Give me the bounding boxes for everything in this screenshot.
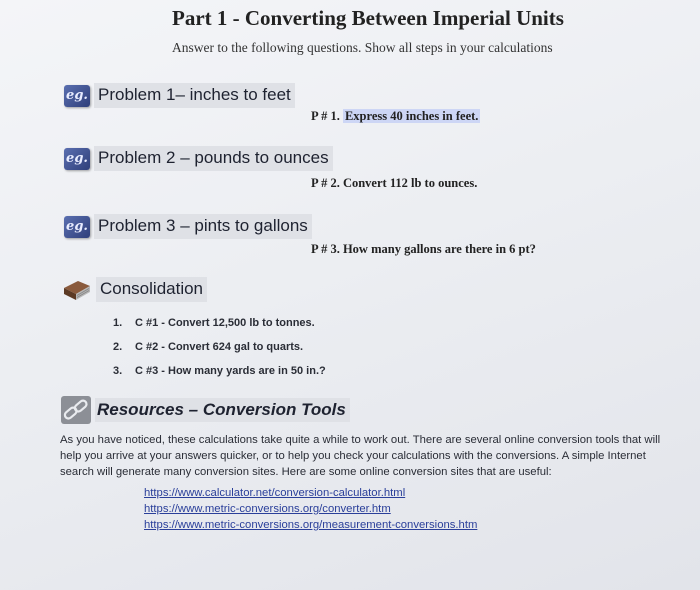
example-icon: eg. [64,216,90,238]
problem-3-label: P # 3. [311,242,340,256]
page-subtitle: Answer to the following questions. Show all steps in your calculations [172,40,553,55]
resources-title: Resources – Conversion Tools [95,398,350,422]
link-chain-icon [60,395,92,425]
problem-3-title: Problem 3 – pints to gallons [94,214,312,239]
list-item: 3. C #3 - How many yards are in 50 in.? [113,365,326,377]
example-icon: eg. [64,85,90,107]
resources-paragraph: As you have noticed, these calculations take quite a while to work out. There are several online conversion tools that will help you arrive at your answers quicker, or to help you check your calculations with the conversions. A simple Internet search will generate many conversion sites. Here are some online conversion sites that are useful: [60,434,661,478]
resource-links [144,485,477,533]
consolidation-heading [62,276,207,302]
consolidation-title: Consolidation [96,277,207,302]
problem-2-heading [64,146,333,171]
problem-1-label: P # 1. [311,109,340,123]
page-title: Part 1 - Converting Between Imperial Units [172,6,564,30]
consolidation-list [113,317,326,389]
problem-2-question [311,176,477,191]
problem-1-text: Express 40 inches in feet. [344,109,479,123]
list-item: 2. C #2 - Convert 624 gal to quarts. [113,341,304,353]
problem-1-title: Problem 1– inches to feet [94,83,295,108]
problem-3-heading [64,214,312,239]
list-item: 1. C #1 - Convert 12,500 lb to tonnes. [113,317,315,329]
problem-2-title: Problem 2 – pounds to ounces [94,146,333,171]
problem-3-text: How many gallons are there in 6 pt? [342,242,536,256]
problem-1-heading [64,83,295,108]
link-metric-converter[interactable]: https://www.metric-conversions.org/converter.htm [144,503,391,515]
book-icon [62,276,92,302]
problem-1-question [311,109,480,124]
link-metric-measurement[interactable]: https://www.metric-conversions.org/measurement-conversions.htm [144,519,478,531]
problem-2-label: P # 2. [311,176,340,190]
problem-3-question [311,242,536,257]
resources-heading [60,395,350,425]
problem-2-text: Convert 112 lb to ounces. [342,176,478,190]
link-calculator-net[interactable]: https://www.calculator.net/conversion-calculator.html [144,487,406,499]
example-icon: eg. [64,148,90,170]
